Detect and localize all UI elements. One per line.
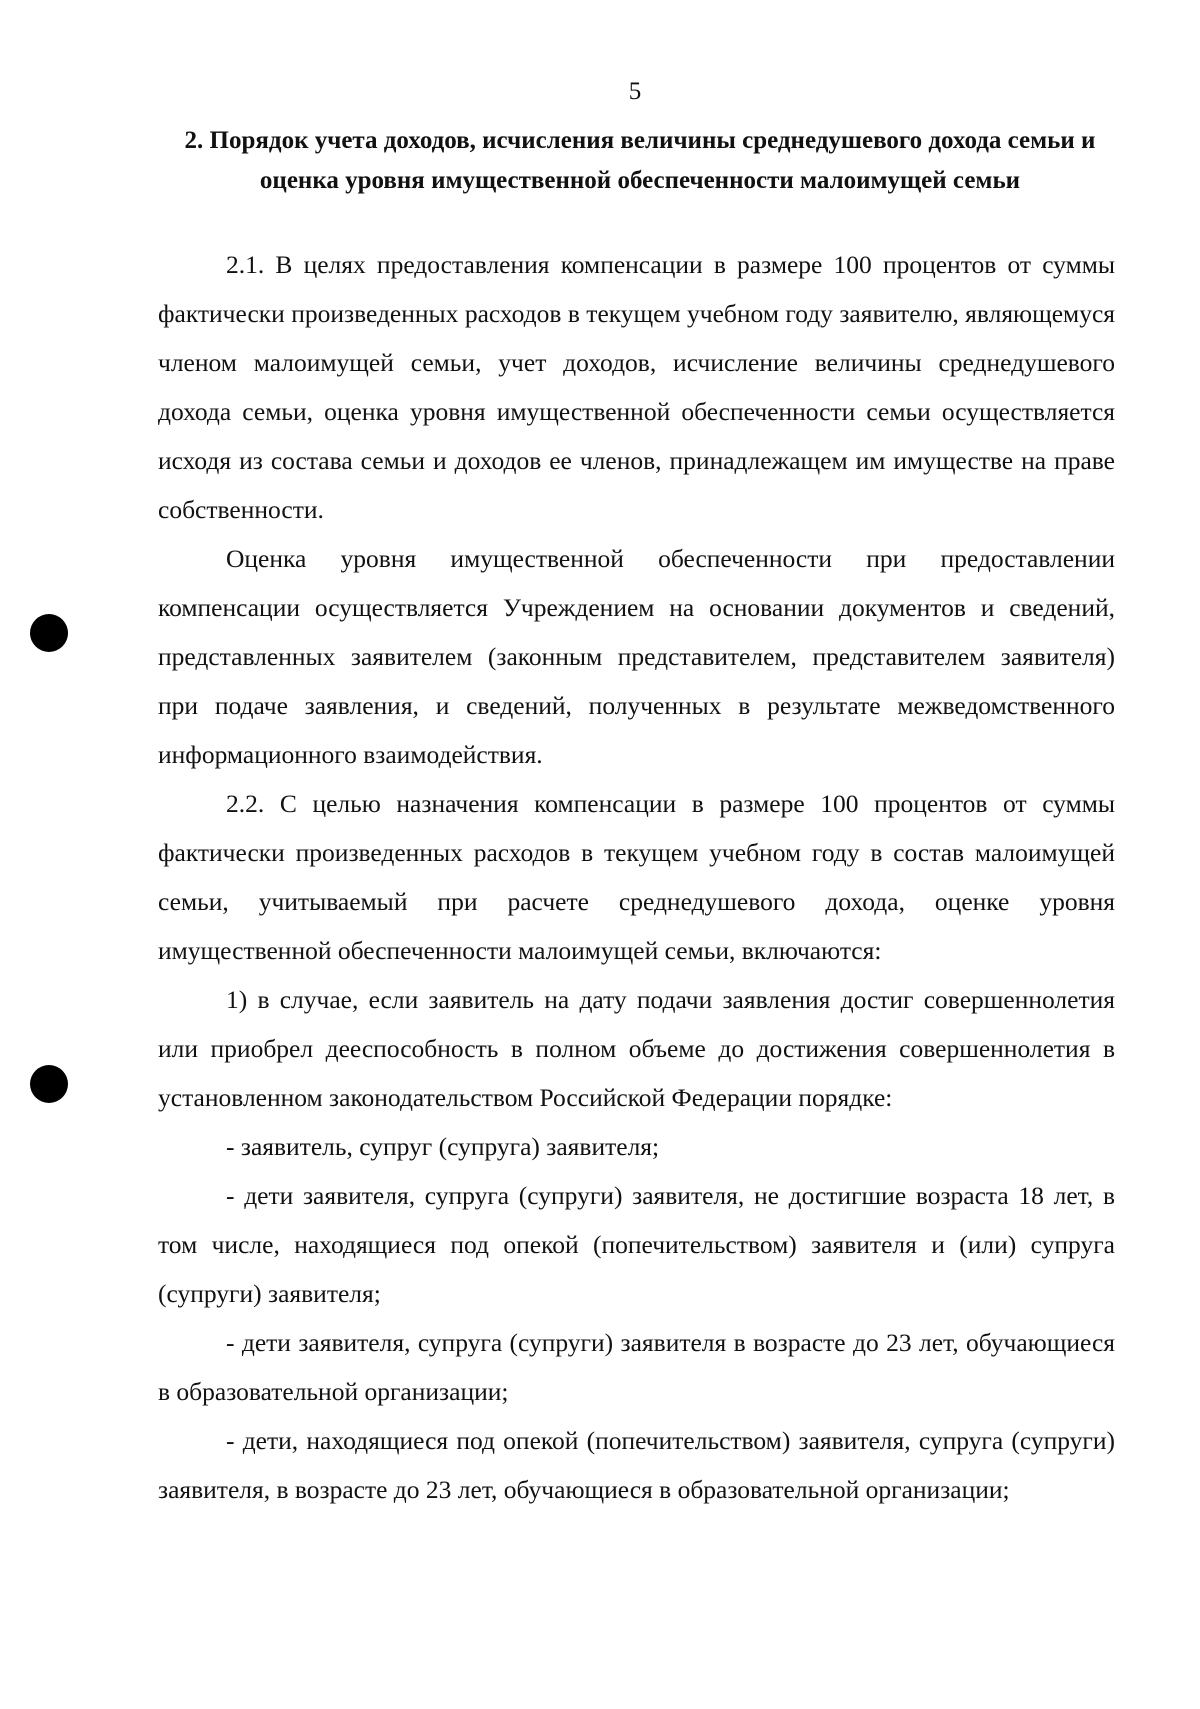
binder-hole-icon [30, 614, 68, 652]
list-item-children-under-23: - дети заявителя, супруга (супруги) заявителя в возрасте до 23 лет, обучающиеся в образовательной организации; [158, 1328, 1115, 1406]
document-body [158, 240, 1115, 1514]
page-number: 5 [628, 78, 642, 105]
paragraph-2-2: 2.2. С целью назначения компенсации в размере 100 процентов от суммы фактически произведенных расходов в текущем учебном году в состав малоимущей семьи, учитываемый при расчете среднедушевого дохода, оценке уровня имущественной обеспеченности малоимущей семьи, включаются: [158, 789, 1115, 965]
section-title: 2. Порядок учета доходов, исчисления величины среднедушевого дохода семьи и оценка уровня имущественной обеспеченности малоимущей семьи [184, 127, 1096, 194]
binder-hole-icon [30, 1065, 68, 1103]
list-item-wards-under-23: - дети, находящиеся под опекой (попечительством) заявителя, супруга (супруги) заявителя, в возрасте до 23 лет, обучающиеся в образовательной организации; [158, 1426, 1115, 1504]
list-item-children-under-18: - дети заявителя, супруга (супруги) заявителя, не достигшие возраста 18 лет, в том числе, находящиеся под опекой (попечительством) заявителя и (или) супруга (супруги) заявителя; [158, 1181, 1115, 1308]
list-item-1: 1) в случае, если заявитель на дату подачи заявления достиг совершеннолетия или приобрел дееспособность в полном объеме до достижения совершеннолетия в установленном законодательством Российской Федерации порядке: [158, 985, 1115, 1112]
paragraph-2-1: 2.1. В целях предоставления компенсации в размере 100 процентов от суммы фактически произведенных расходов в текущем учебном году заявителю, являющемуся членом малоимущей семьи, учет доходов, исчисление величины среднедушевого дохода семьи, оценка уровня имущественной обеспеченности семьи осуществляется исходя из состава семьи и доходов ее членов, принадлежащем им имуществе на праве собственности. [158, 250, 1115, 524]
list-item-applicant-spouse: - заявитель, супруг (супруга) заявителя; [226, 1132, 660, 1161]
paragraph-assessment: Оценка уровня имущественной обеспеченности при предоставлении компенсации осуществляется Учреждением на основании документов и сведений, представленных заявителем (законным представителем, представителем заявителя) при подаче заявления, и сведений, полученных в результате межведомственного информационного взаимодействия. [158, 544, 1115, 769]
